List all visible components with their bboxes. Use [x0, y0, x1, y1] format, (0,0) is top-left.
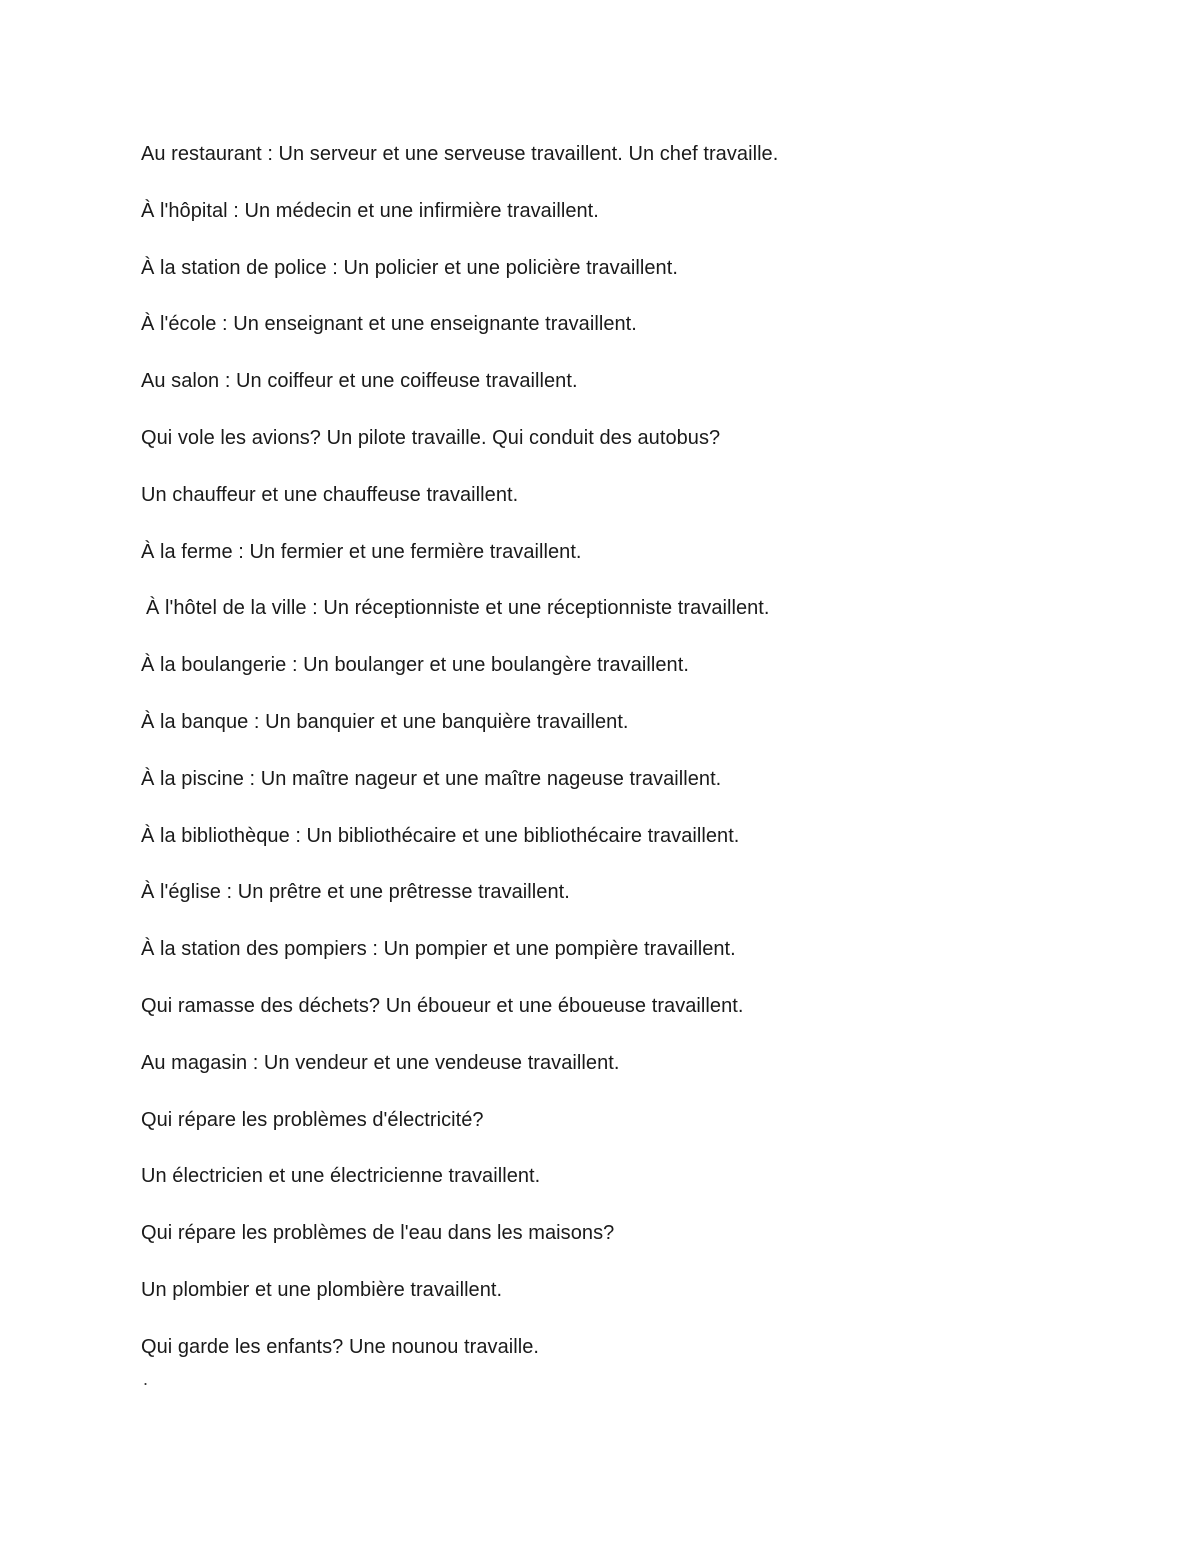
trailing-mark: . [143, 1369, 149, 1389]
text-line: Au salon : Un coiffeur et une coiffeuse travaillent. [141, 370, 578, 393]
text-line: À l'église : Un prêtre et une prêtresse travaillent. [141, 881, 570, 904]
text-line: Qui garde les enfants? Une nounou travaille. [141, 1335, 540, 1358]
text-line: À la piscine : Un maître nageur et une maître nageuse travaillent. [141, 767, 722, 790]
text-line: Un plombier et une plombière travaillent. [141, 1278, 503, 1301]
text-line: À la station de police : Un policier et une policière travaillent. [141, 256, 678, 279]
text-line: Qui ramasse des déchets? Un éboueur et une éboueuse travaillent. [141, 994, 744, 1017]
text-line: Qui vole les avions? Un pilote travaille. Qui conduit des autobus? [141, 426, 721, 449]
text-line: À l'hôpital : Un médecin et une infirmière travaillent. [141, 199, 599, 222]
text-line: À la boulangerie : Un boulanger et une boulangère travaillent. [141, 654, 689, 677]
text-line: À l'hôtel de la ville : Un réceptionniste et une réceptionniste travaillent. [146, 597, 770, 620]
text-line: Au restaurant : Un serveur et une serveuse travaillent. Un chef travaille. [141, 143, 779, 165]
text-line: Qui répare les problèmes d'électricité? [141, 1108, 484, 1131]
text-line: À la ferme : Un fermier et une fermière travaillent. [141, 540, 582, 563]
text-line: À la station des pompiers : Un pompier et une pompière travaillent. [141, 938, 736, 961]
text-line: À la bibliothèque : Un bibliothécaire et une bibliothécaire travaillent. [141, 824, 740, 847]
text-line: À l'école : Un enseignant et une enseignante travaillent. [141, 313, 637, 336]
text-line: Qui répare les problèmes de l'eau dans les maisons? [141, 1222, 615, 1245]
text-line: Un électricien et une électricienne travaillent. [141, 1165, 541, 1188]
text-line: Au magasin : Un vendeur et une vendeuse travaillent. [141, 1051, 620, 1074]
text-line: À la banque : Un banquier et une banquière travaillent. [141, 710, 629, 733]
text-line: Un chauffeur et une chauffeuse travaillent. [141, 483, 519, 506]
document-body [141, 140, 1101, 1390]
